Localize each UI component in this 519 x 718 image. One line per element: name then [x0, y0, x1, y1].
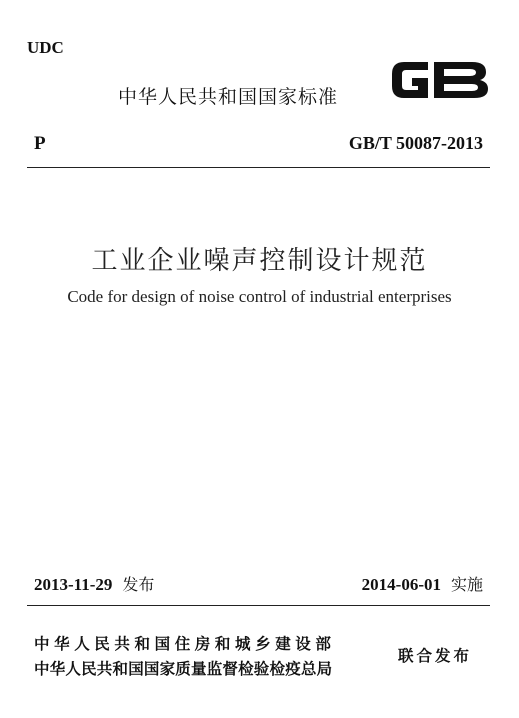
issue-date: 2013-11-29	[34, 575, 113, 594]
issue-date-line	[34, 572, 154, 595]
issue-label: 发布	[122, 575, 155, 594]
publisher-ministry: 中华人民共和国住房和城乡建设部	[34, 635, 336, 653]
footer-divider	[27, 605, 490, 606]
standard-number: GB/T 50087-2013	[348, 133, 483, 153]
udc-label: UDC	[27, 38, 64, 57]
title-chinese: 工业企业噪声控制设计规范	[91, 246, 428, 276]
publisher-aqsiq: 中华人民共和国国家质量监督检验检疫总局	[34, 660, 333, 678]
gb-logo-icon	[384, 54, 494, 106]
joint-publish-label: 联合发布	[398, 647, 473, 665]
header-divider	[27, 167, 490, 168]
implement-date: 2014-06-01	[361, 575, 441, 594]
implement-label: 实施	[450, 575, 483, 594]
standard-type: 中华人民共和国国家标准	[118, 86, 339, 108]
implement-date-line	[362, 572, 483, 595]
category-code: P	[34, 133, 46, 154]
title-english: Code for design of noise control of industrial enterprises	[67, 287, 452, 306]
